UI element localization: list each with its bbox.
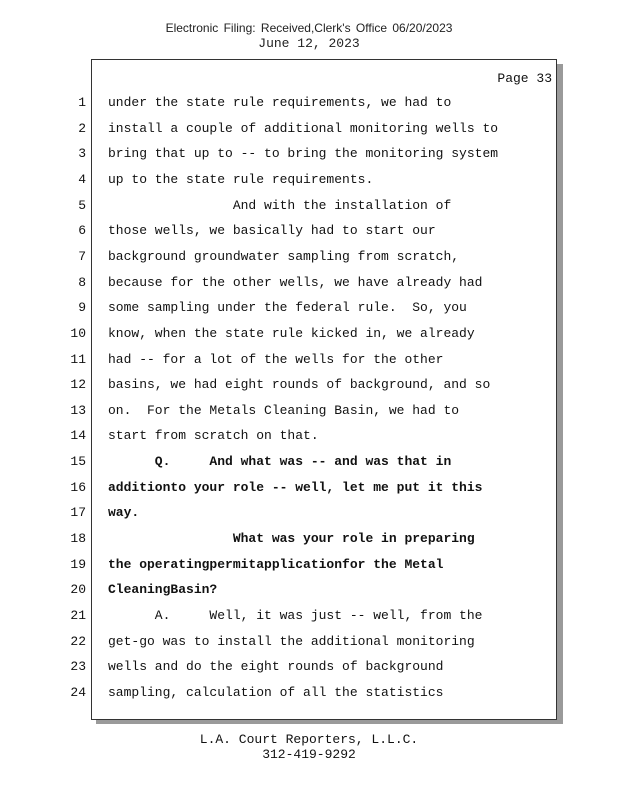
line-number: 10 bbox=[70, 325, 86, 341]
transcript-line bbox=[0, 659, 618, 684]
transcript-line bbox=[0, 403, 618, 428]
transcript-line bbox=[0, 172, 618, 197]
line-text: under the state rule requirements, we had to bbox=[108, 95, 452, 110]
line-number: 16 bbox=[70, 479, 86, 495]
line-number: 24 bbox=[70, 684, 86, 700]
line-text: bring that up to -- to bring the monitoring system bbox=[108, 146, 499, 162]
header-date: June 12, 2023 bbox=[258, 36, 360, 51]
line-text: get-go was to install the additional monitoring bbox=[108, 633, 475, 649]
transcript-line bbox=[0, 582, 618, 607]
transcript-line bbox=[0, 121, 618, 146]
line-number: 7 bbox=[78, 248, 86, 264]
line-text: And with the installation of bbox=[108, 197, 452, 213]
transcript-line bbox=[0, 326, 618, 351]
transcript-line bbox=[0, 146, 618, 171]
line-text: CleaningBasin? bbox=[108, 582, 218, 598]
transcript-line bbox=[0, 454, 618, 479]
line-number: 3 bbox=[78, 146, 86, 162]
transcript-line bbox=[0, 634, 618, 659]
transcript-line bbox=[0, 249, 618, 274]
footer-phone: 312-419-9292 bbox=[262, 747, 356, 762]
transcript-line bbox=[0, 608, 618, 633]
transcript-line bbox=[0, 377, 618, 402]
line-text: A. Well, it was just -- well, from the bbox=[108, 608, 483, 623]
transcript-line bbox=[0, 428, 618, 453]
footer-company: L.A. Court Reporters, L.L.C. bbox=[199, 732, 419, 747]
page-number: Page 33 bbox=[497, 71, 552, 86]
line-number: 2 bbox=[78, 120, 86, 136]
footer bbox=[0, 732, 618, 762]
line-number: 14 bbox=[70, 428, 86, 444]
line-text: up to the state rule requirements. bbox=[108, 171, 374, 187]
line-number: 19 bbox=[70, 556, 86, 572]
transcript-line bbox=[0, 557, 618, 582]
line-number: 11 bbox=[70, 351, 86, 367]
line-number: 4 bbox=[78, 171, 86, 187]
transcript-line bbox=[0, 300, 618, 325]
line-number: 1 bbox=[78, 95, 86, 110]
line-number: 13 bbox=[70, 402, 86, 418]
line-text: install a couple of additional monitoring wells to bbox=[108, 120, 499, 136]
line-number: 18 bbox=[70, 531, 86, 547]
line-number: 17 bbox=[70, 505, 86, 521]
line-text: way. bbox=[108, 505, 140, 521]
line-text: the operatingpermitapplicationfor the Metal bbox=[108, 556, 444, 572]
line-number: 6 bbox=[78, 223, 86, 239]
line-number: 12 bbox=[70, 377, 86, 393]
transcript-line bbox=[0, 275, 618, 300]
line-text: had -- for a lot of the wells for the other bbox=[108, 351, 444, 367]
line-text: those wells, we basically had to start our bbox=[108, 223, 436, 239]
transcript-line bbox=[0, 198, 618, 223]
filing-stamp: Electronic Filing: Received,Clerk's Office 06/20/2023 bbox=[165, 21, 453, 35]
line-number: 9 bbox=[78, 300, 86, 316]
line-number: 8 bbox=[78, 274, 86, 290]
transcript-line bbox=[0, 480, 618, 505]
line-text: sampling, calculation of all the statistics bbox=[108, 684, 444, 700]
line-text: know, when the state rule kicked in, we already bbox=[108, 325, 475, 341]
transcript-line bbox=[0, 352, 618, 377]
line-text: additionto your role -- well, let me put it this bbox=[108, 479, 483, 495]
line-number: 5 bbox=[78, 197, 86, 213]
line-text: because for the other wells, we have already had bbox=[108, 274, 483, 290]
line-text: What was your role in preparing bbox=[108, 531, 475, 547]
line-number: 21 bbox=[70, 608, 86, 623]
line-number: 20 bbox=[70, 582, 86, 598]
line-text: on. For the Metals Cleaning Basin, we had to bbox=[108, 402, 460, 418]
line-text: background groundwater sampling from scratch, bbox=[108, 248, 460, 264]
transcript-line bbox=[0, 531, 618, 556]
line-text: wells and do the eight rounds of background bbox=[108, 659, 444, 675]
line-text: Q. And what was -- and was that in bbox=[108, 454, 452, 470]
line-text: some sampling under the federal rule. So, you bbox=[108, 300, 467, 316]
transcript-line bbox=[0, 223, 618, 248]
line-number: 23 bbox=[70, 659, 86, 675]
line-number: 22 bbox=[70, 633, 86, 649]
transcript-line bbox=[0, 685, 618, 710]
line-text: start from scratch on that. bbox=[108, 428, 319, 444]
transcript-line bbox=[0, 95, 618, 120]
line-number: 15 bbox=[70, 454, 86, 470]
line-text: basins, we had eight rounds of background, and so bbox=[108, 377, 491, 393]
transcript-line bbox=[0, 505, 618, 530]
